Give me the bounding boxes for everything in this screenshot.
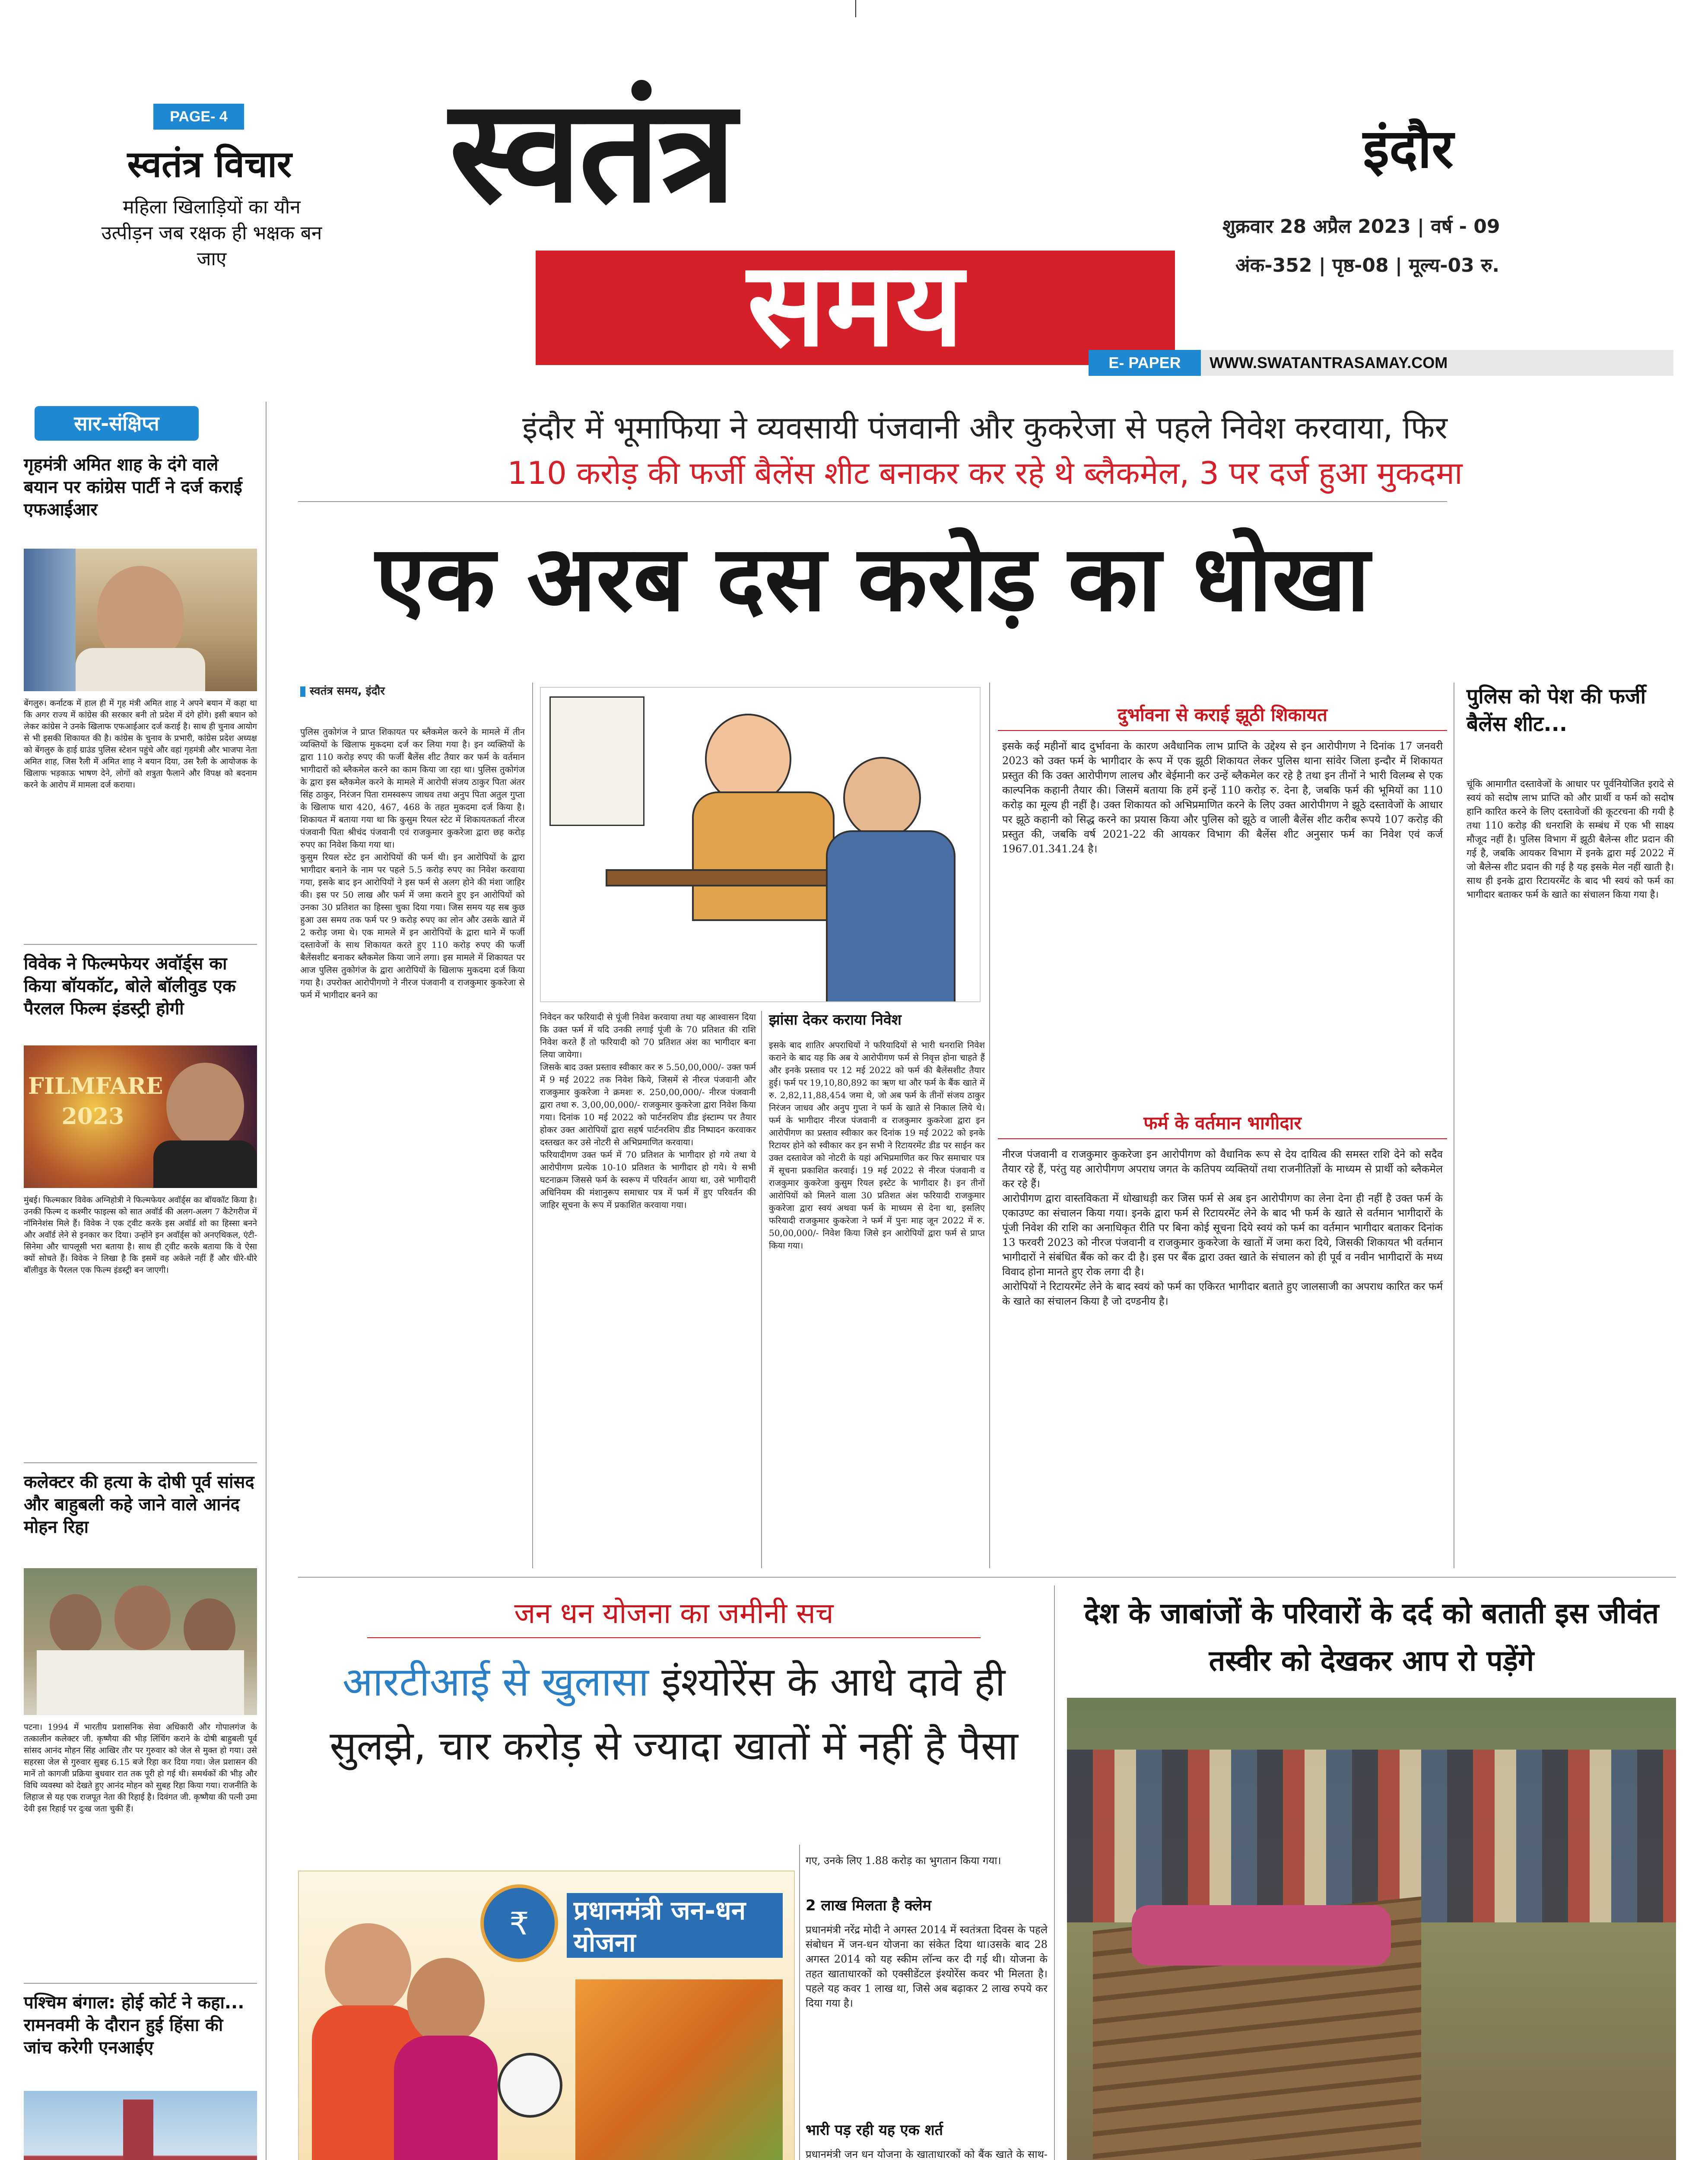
logo-bottom-text: समय — [747, 236, 964, 372]
website-link[interactable]: WWW.SWATANTRASAMAY.COM — [1210, 354, 1448, 372]
filmfare-photo-text: FILMFARE 2023 — [28, 1073, 163, 1130]
jandhan-kicker: जन धन योजना का जमीनी सच — [514, 1597, 834, 1630]
jandhan-col-3-top: गए, उनके लिए 1.88 करोड़ का भुगतान किया गया। — [806, 1855, 1001, 1867]
subhead-current-partners: फर्म के वर्तमान भागीदार — [1143, 1112, 1302, 1134]
jandhan-col-3a: प्रधानमंत्री नरेंद्र मोदी ने अगस्त 2014 में स्वतंत्रता दिवस के पहले संबोधन में जन-धन योजना का संकेत दिया था।उसके बाद 28 अगस्त 2014 को यह स्कीम लॉन्च कर दी गई थी। योजना के तहत खाताधारकों को एक्सीडेंटल इंश्योरेंस कवर भी मिलता है। पहले यह कवर 1 लाख था, जिसे अब बढ़ाकर 2 लाख रुपये कर दिया गया है। — [806, 1924, 1048, 2009]
issue-line: अंक-352 | पृष्ठ-08 | मूल्य-03 रु. — [1235, 254, 1500, 276]
sidebar-headline-4: पश्चिम बंगाल: होई कोर्ट ने कहा... रामनवमी के दौरान हुई हिंसा की जांच करेगी एनआईए — [24, 1993, 244, 2058]
byline-marker-icon — [300, 686, 305, 697]
lead-deck-line-2: 110 करोड़ की फर्जी बैलेंस शीट बनाकर कर रहे थे ब्लैकमेल, 3 पर दर्ज हुआ मुकदमा — [507, 455, 1463, 491]
jandhan-headline-rest: इंश्योरेंस के आधे दावे ही सुलझे, चार करोड़ से ज्यादा खातों में नहीं है पैसा — [330, 1659, 1018, 1769]
lead-col-3: इसके बाद शातिर अपराधियों ने फरियादियों से भारी धनराशि निवेश कराने के बाद यह कि अब ये आरोपीगण फर्म से निवृत्त होना चाहते हैं और इनके प्रस्ताव पर 12 मई 2022 को फर्म की बैलेंसशीट तैयार हुई। फर्म पर 19,10,80,892 का ऋण था और फर्म के बैंक खाते में रु. 2,82,11,88,454 जमा थे, जो अब फर्म के तीनों संजय ठाकुर निरंजन जाधव और अनुप गुप्ता ने फर्म के खाते से निकाल लिये थे। फर्म के भागीदार नीरज पंजवानी व राजकुमार कुकरेजा द्वारा इन आरोपीगण का प्रस्ताव स्वीकार कर दिनांक 19 मई 2022 को इनके रिटायर होने को स्वीकार कर इन सभी ने रिटायरमेंट डीड पर साईन कर उक्त दस्तावेज को नोटरी के यहां अभिप्रमाणित कर फिर समाचार पत्र में सूचना प्रकाशित करवाई। 19 मई 2022 से नीरज पंजवानी व राजकुमार कुकरेजा कुसुम रियल इस्टेट के भागीदार है। इन तीनों आरोपियों को मिलने वाला 30 प्रतिशत अंश फरियादी राजकुमार कुकरेजा द्वारा स्वयं अथवा फर्म के माध्यम से देना था, इसलिए फरियादी राजकुमार कुकरेजा ने फर्म में पुनः माह जून 2022 में रु. 50,00,000/- निवेश किया जिसे इन आरोपियों द्वारा फर्म से प्राप्त किया गया। — [769, 1040, 985, 1251]
sidebar — [17, 402, 259, 2160]
side-headline: पुलिस को पेश की फर्जी बैलेंस शीट... — [1467, 684, 1646, 736]
jandhan-logo-title: प्रधानमंत्री जन-धन योजना — [567, 1893, 783, 1958]
lead-headline: एक अरब दस करोड़ का धोखा — [375, 526, 1370, 632]
sidebar-divider — [266, 402, 267, 2160]
epaper-badge: E- PAPER — [1089, 350, 1201, 376]
page-label-badge: PAGE- 4 — [153, 104, 244, 130]
amit-shah-photo — [24, 549, 257, 691]
jandhan-col-3b: प्रधानमंत्री जन धन योजना के खाताधारकों को बैंक खाते के साथ- — [806, 2148, 1048, 2160]
subhead-jhansa: झांसा देकर कराया निवेश — [769, 1011, 902, 1029]
subhead-durbhavna: दुर्भावना से कराई झूठी शिकायत — [1118, 704, 1327, 725]
sidebar-body-3: पटना। 1994 में भारतीय प्रशासनिक सेवा अधिकारी और गोपालगंज के तत्कालीन कलेक्टर जी. कृष्णैया की भीड़ लिंचिंग कराने के दोषी बाहुबली पूर्व सांसद आनंद मोहन सिंह आखिर तौर पर गुरुवार को जेल से मुक्त हो गया। उसे सहरसा जेल से गुरुवार सुबह 6.15 बजे रिहा कर दिया गया। जेल प्रशासन की मानें तो कागजी प्रक्रिया बुधवार रात तक पूरी हो गई थी। समर्थकों की भीड़ और विधि व्यवस्था को देखते हुए आनंद मोहन को सुबह रिहा किया गया। राजनीति के लिहाज से यह एक राजपूत नेता की रिहाई है। दिवंगत जी. कृष्णैया की पत्नी उमा देवी इस रिहाई पर दुःख जता चुकी हैं। — [24, 1722, 257, 1814]
teaser-headline: महिला खिलाड़ियों का यौन उत्पीड़न जब रक्षक ही भक्षक बन जाए — [101, 196, 322, 270]
lead-byline: स्वतंत्र समय, इंदौर — [300, 683, 525, 700]
anand-mohan-photo — [24, 1568, 257, 1715]
masthead — [0, 0, 1708, 389]
lead-col-4-lower: नीरज पंजवानी व राजकुमार कुकरेजा इन आरोपीगण को वैधानिक रूप से देय दायित्व की समस्त राशि देने को सदैव तैयार रहे हैं, परंतु यह आरोपीगण अपराध जगत के कतिपय व्यक्तियों तथा राजनीतिज्ञों के माध्यम से प्रार्थी को ब्लैकमेल कर रहे हैं। आरोपीगण द्वारा वास्तविकता में धोखाधड़ी कर जिस फर्म से अब इन आरोपीगण का लेना देना ही नहीं है उक्त फर्म के एकाउण्ट का संचालन किया गया। इनके द्वारा फर्म से रिटायरमेंट लेने के बाद भी फर्म के खाते से वर्तमान भागीदारों के पूंजी निवेश की राशि का अनाधिकृत रीति पर बिना कोई सूचना दिये स्वयं को फर्म का वर्तमान भागीदार बताकर दिनांक 13 फरवरी 2023 को नीरज पंजवानी व राजकुमार कुकरेजा के खातों में जमा करा दिये, जिसकी शिकायत भी वर्तमान भागीदारों ने संबंधित बैंक को कर दी है। इस पर बैंक द्वारा उक्त खाते के संचालन को ही पूर्व व नवीन भागीदारों के मध्य विवाद होना मानते हुए रोक लगा दी है। आरोपियों ने रिटायरमेंट लेने के बाद स्वयं को फर्म का एकिरत भागीदार बताते हुए जालसाजी का अपराध कारित कर फर्म के खाते का संचालन किया है जो दण्डनीय है। — [1002, 1148, 1443, 1307]
jandhan-subhead-condition: भारी पड़ रही यह एक शर्त — [806, 2122, 943, 2139]
police-illustration — [540, 687, 981, 1002]
section-title: स्वतंत्र विचार — [127, 143, 292, 185]
lead-deck-line-1: इंदौर में भूमाफिया ने व्यवसायी पंजवानी और कुकरेजा से पहले निवेश करवाया, फिर — [522, 410, 1448, 446]
jandhan-logo-emblem: ₹ — [480, 1884, 558, 1962]
jandhan-subhead-claim: 2 लाख मिलता है क्लेम — [806, 1897, 932, 1914]
lead-col-2: निवेदन कर फरियादी से पूंजी निवेश करवाया तथा यह आश्वासन दिया कि उक्त फर्म में यदि उनकी लगाई पूंजी के 70 प्रतिशत की राशि निवेश करते हैं तो फरियादी को 70 प्रतिशत अंश का भागीदार बना लिया जायेगा। जिसके बाद उक्त प्रस्ताव स्वीकार कर रु 5.50,00,000/- उक्त फर्म में 9 मई 2022 तक निवेश किये, जिसमें से नीरज पंजवानी और राजकुमार कुकरेजा ने क्रमशः रु. 250,00,000/- नीरज पंजवानी द्वारा तथा रु. 3,00,00,000/- राजकुमार कुकरेजा द्वारा निवेश किया गया। दिनांक 10 मई 2022 को पार्टनरशिप डीड इंस्टाम्प पर तैयार होकर उक्त आरोपियों द्वारा सहर्ष पार्टनरशिप डीड निष्पादन करवाकर दस्तखत कर उसे नोटरी से अभिप्रमाणित करवाया। फरियादीगण उक्त फर्म में 70 प्रतिशत के भागीदार हो गये तथा ये आरोपीगण प्रत्येक 10-10 प्रतिशत के भागीदार हो गये। ये सभी घटनाक्रम जिससे फर्म के स्वरूप में परिवर्तन आया था, उसे भागीदारी अधिनियम की मंशानुरूप समाचार पत्र में फर्म में हुए परिवर्तन की जाहिर सूचना के रूप में प्रकाशित करवाया गया। — [540, 1012, 756, 1210]
filmfare-photo — [24, 1045, 257, 1188]
sidebar-body-1: बेंगलुरु। कर्नाटक में हाल ही में गृह मंत्री अमित शाह ने अपने बयान में कहा था कि अगर राज्य में कांग्रेस की सरकार बनी तो प्रदेश में दंगे होंगे। इसी बयान को लेकर कांग्रेस ने उनके खिलाफ एफआईआर दर्ज कराई है। साथ ही चुनाव आयोग से भी इसकी शिकायत की है। कांग्रेस के चुनाव के प्रभारी, कांग्रेस प्रदेश अध्यक्ष को बेंगलुरु के हाई ग्राउंड पुलिस स्टेशन पहुंचे और वहां गृहमंत्री और भाजपा नेता अमित शाह, जिस रैली में अमित शाह ने बयान दिया, उस रैली के आयोजक के खिलाफ भड़काऊ भाषण देने, लोगों को शत्रुता फैलाने और विपक्ष को बदनाम करने के आरोप में मामला दर्ज कराया। — [24, 699, 257, 790]
sidebar-headline-3: कलेक्टर की हत्या के दोषी पूर्व सांसद और बाहुबली कहे जाने वाले आनंद मोहन रिहा — [24, 1472, 254, 1537]
sidebar-body-2: मुंबई। फिल्मकार विवेक अग्निहोत्री ने फिल्मफेयर अवॉर्ड्स का बॉयकॉट किया है। उनकी फिल्म द कश्मीर फाइल्स को सात अवॉर्ड की अलग-अलग 7 कैटेगरीज में नॉमिनेशंस मिले हैं। विवेक ने एक ट्वीट करके इस अवॉर्ड शो का हिस्सा बनने और अवॉर्ड लेने से इनकार कर दिया। उन्होंने इन अवॉर्ड्स को अनएथिकल, एंटी-सिनेमा और चापलूसी भरा बताया है। साथ ही ट्वीट करके बताया कि वे ऐसा क्यों सोचते हैं। विवेक ने लिखा है कि इसमें वह अकेले नहीं हैं और धीरे-धीरे बॉलीवुड के पैरलल एक फिल्म इंडस्ट्री बन जाएगी। — [24, 1195, 257, 1275]
jandhan-headline-blue: आरटीआई से खुलासा — [342, 1659, 649, 1705]
city-name: इंदौर — [1363, 118, 1454, 180]
photo-story-headline: देश के जाबांजों के परिवारों के दर्द को बताती इस जीवंत तस्वीर को देखकर आप रो पड़ेंगे — [1084, 1597, 1659, 1677]
sidebar-title-badge: सार-संक्षिप्त — [35, 406, 199, 441]
lead-col-4-upper: इसके कई महीनों बाद दुर्भावना के कारण अवैधानिक लाभ प्राप्ति के उद्देश्य से इन आरोपीगण ने दिनांक 17 जनवरी 2023 को उक्त फर्म के भागीदार के रूप में एक झूठी शिकायत लेकर पुलिस थाना सांवेर जिला इन्दौर में शिकायत प्रस्तुत की कि उक्त आरोपीगण लालच और बेईमानी कर उन्हें ब्लैकमेल कर रहे है तथा इन तीनों ने भारी विलम्ब से एक काल्पनिक कहानी तैयार की। जिसमें बताया कि हमें इन्हें 110 करोड़ रु. देना है, जबकि फर्म की भूमियों का 110 करोड़ का मूल्य ही नहीं है। उक्त शिकायत को अभिप्रमाणित करने के लिए उक्त आरोपीगण ने झूठे दस्तावेजों के आधार पर झूठे कहानी को सिद्ध करने का प्रयास किया और पुलिस को झूठे व जाली बैलेंस शीट करीब रूपये 107 करोड़ की प्रस्तुत की, जबकि वर्ष 2021-22 की आयकर विभाग की बैलेंस शीट अनुसार फर्म का निवेश एवं कर्ज 1967.01.341.24 है। — [1002, 740, 1443, 855]
funeral-pyre-photo — [1067, 1698, 1676, 2160]
registration-mark — [855, 0, 856, 17]
logo — [449, 68, 1166, 372]
calcutta-high-court-photo — [24, 2091, 257, 2160]
date-line: शुक्रवार 28 अप्रैल 2023 | वर्ष - 09 — [1222, 216, 1500, 238]
side-body: चूंकि आमागीत दस्तावेजों के आधार पर पूर्वनियोजित इरादे से स्वयं को सदोष लाभ प्राप्ति को और प्रार्थी व फर्म को सदोष हानि कारित करने के लिए दस्तावेजों की कूटरचना की गयी है तथा 110 करोड़ की धनराशि के सम्बंध में एक भी साक्ष्य मौजूद नहीं है। पुलिस विभाग में झूठी बैलेन्स शीट प्रदान की गई है, जबकि आयकर विभाग में इनके द्वारा मई 2022 में जो बैलेन्स शीट प्रदान की गई है यह इसके मेल नहीं खाती है। साथ ही इनके द्वारा रिटायरमेंट के बाद भी स्वयं को फर्म का भागीदार बताकर फर्म के खाते का संचालन किया गया है। — [1467, 779, 1674, 900]
sidebar-headline-2: विवेक ने फिल्मफेयर अवॉर्ड्स का किया बॉयकॉट, बोले बॉलीवुड एक पैरलल फिल्म इंडस्ट्री होगी — [24, 954, 236, 1019]
lead-col-1: पुलिस तुकोगंज ने प्राप्त शिकायत पर ब्लैकमेल करने के मामले में तीन व्यक्तियों के खिलाफ मुकदमा दर्ज कर लिया गया है। इन व्यक्तियों के द्वारा 110 करोड़ रुपए की फर्जी बैलेंस शीट तैयार कर फर्म के वर्तमान भागीदारों को ब्लैकमेल करने का काम किया जा रहा था। पुलिस तुकोगंज के द्वारा इस ब्लैकमेल करने के मामले में आरोपी संजय ठाकुर पिता अंतर सिंह ठाकुर, निरंजन पिता रामस्वरूप जाधव तथा अनुप पिता अतुल गुप्ता के खिलाफ धारा 420, 467, 468 के तहत मुकदमा दर्ज किया है। शिकायत में बताया गया था कि कुसुम रियल स्टेट में शिकायतकर्ता नीरज पंजवानी पिता श्रीचंद पंजवानी एवं राजकुमार कुकरेजा द्वारा छह करोड़ रुपए का निवेश किया गया था। कुसुम रियल स्टेट इन आरोपियों की फर्म थी। इन आरोपियों के द्वारा भागीदार बनाने के नाम पर पहले 5.5 करोड़ रुपए का निवेश करवाया गया, इसके बाद इन आरोपियों ने इस फर्म से अलग होने की मंशा जाहिर की। इस पर 50 लाख और फर्म में जमा कराने हुए इन आरोपियों को उनका 30 प्रतिशत का हिस्सा चुका दिया गया। जिस समय यह सब कुछ हुआ उस समय तक फर्म पर 9 करोड़ रुपए का लोन और उसके खाते में 2 करोड़ जमा थे। एक मामले में इन आरोपियों के द्वारा थाने में फर्जी दस्तावेजों के साथ शिकायत करते हुए 110 करोड़ रुपए की फर्जी बैलेंसशीट बनाकर ब्लैकमेल किया जाने लगा। इस मामले में शिकायत पर आज पुलिस तुकोगंज के द्वारा आरोपियों के खिलाफ मुकदमा दर्ज किया गया है। उपरोक्त आरोपीगणो ने नीरज पंजवानी व राजकुमार कुकरेजा से फर्म में भागीदार बनने का — [300, 727, 525, 1000]
logo-top-text: स्वतंत्र — [449, 68, 734, 234]
jandhan-promo-image — [298, 1871, 795, 2160]
sidebar-headline-1: गृहमंत्री अमित शाह के दंगे वाले बयान पर कांग्रेस पार्टी ने दर्ज कराई एफआईआर — [24, 455, 242, 520]
jandhan-headline — [298, 1650, 1050, 1845]
